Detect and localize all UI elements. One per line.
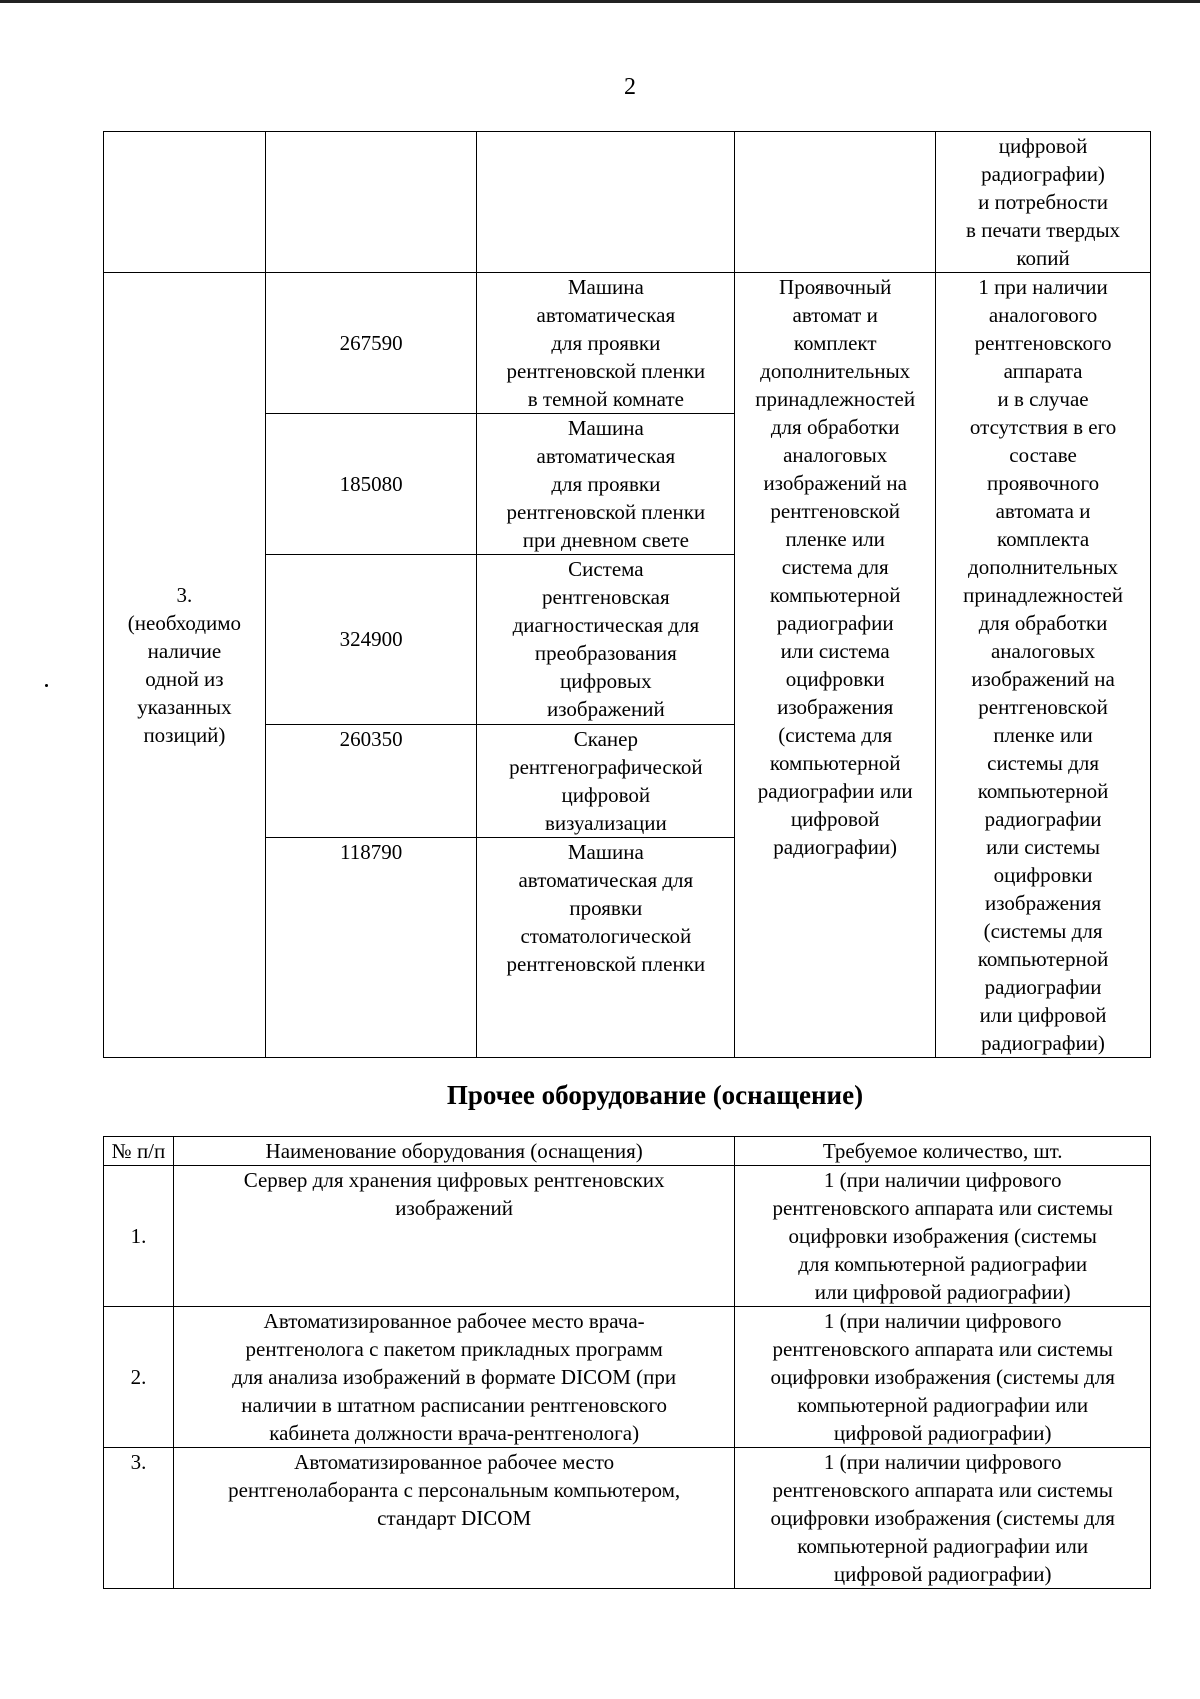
group-number-cell <box>104 273 266 1058</box>
code-cell: 267590 <box>265 273 477 414</box>
equipment-name-cell <box>477 724 735 837</box>
text-line: автомата и <box>995 499 1091 523</box>
text-line: аналоговых <box>783 443 888 467</box>
code-cell: 324900 <box>265 555 477 724</box>
text-line: в печати твердых <box>966 218 1121 242</box>
text-line: системы для <box>987 751 1099 775</box>
text-line: в темной комнате <box>527 387 684 411</box>
equipment-name-cell <box>173 1166 734 1307</box>
text-line: цифровых <box>560 669 652 694</box>
text-line: изображения <box>985 891 1102 915</box>
text-line: Проявочный <box>779 275 892 299</box>
table-row <box>104 1307 1151 1448</box>
table-cell <box>735 132 936 273</box>
text-line: позиций) <box>143 723 226 747</box>
text-line: аналоговых <box>990 639 1096 663</box>
text-line: радиографии) <box>981 162 1105 186</box>
table-cell <box>477 132 735 273</box>
text-line: компьютерной <box>769 751 901 775</box>
text-line: для проявки <box>551 331 661 355</box>
text-line: кабинета должности врача-рентгенолога) <box>269 1421 640 1445</box>
text-line: составе <box>1009 443 1077 467</box>
text-line: аналогового <box>988 303 1098 327</box>
text-line: или цифровой <box>979 1003 1107 1027</box>
equipment-name-cell <box>477 555 735 724</box>
text-line: при дневном свете <box>522 528 689 553</box>
column-header-quantity: Требуемое количество, шт. <box>735 1137 1151 1166</box>
page-number: 2 <box>624 74 636 100</box>
required-quantity-cell <box>735 1307 1151 1448</box>
text-line: Сервер для хранения цифровых рентгеновских <box>243 1168 665 1192</box>
text-line: рентгеновская <box>542 585 670 610</box>
table-header-row <box>104 1137 1151 1166</box>
equipment-type-cell <box>735 273 936 1058</box>
equipment-table-continued <box>103 131 1151 1058</box>
table-row <box>104 1166 1151 1307</box>
text-line: пленке или <box>785 527 885 551</box>
text-line: пленке или <box>993 723 1093 747</box>
text-line: оцифровки изображения (системы для <box>770 1365 1115 1389</box>
text-line: 3. <box>176 583 193 607</box>
table-cell <box>104 132 266 273</box>
text-line: цифровой радиографии) <box>833 1562 1052 1586</box>
text-line: стандарт DICOM <box>377 1506 532 1530</box>
text-line: принадлежностей <box>963 583 1123 607</box>
text-line: дополнительных <box>968 555 1119 579</box>
text-line: радиографии или <box>757 779 913 803</box>
column-header-name: Наименование оборудования (оснащения) <box>173 1137 734 1166</box>
equipment-name-cell <box>477 414 735 555</box>
text-line: или система <box>780 639 890 663</box>
text-line: наличие <box>147 639 222 663</box>
code-cell: 185080 <box>265 414 477 555</box>
text-line: для обработки <box>978 611 1108 635</box>
text-line: комплекта <box>996 527 1090 551</box>
table-row <box>104 273 1151 414</box>
text-line: (системы для <box>983 919 1103 943</box>
scan-speck <box>45 684 48 687</box>
section-title: Прочее оборудование (оснащение) <box>446 1080 864 1110</box>
text-line: для компьютерной радиографии <box>798 1252 1088 1276</box>
text-line: аппарата <box>1003 359 1083 383</box>
text-line: 1 (при наличии цифрового <box>823 1168 1062 1192</box>
equipment-name-cell <box>477 837 735 1057</box>
text-line: одной из <box>145 667 224 691</box>
text-line: рентгенолога с пакетом прикладных программ <box>245 1337 663 1361</box>
text-line: дополнительных <box>760 359 911 383</box>
text-line: Автоматизированное рабочее место врача- <box>263 1309 645 1333</box>
text-line: копий <box>1016 246 1070 270</box>
text-line: указанных <box>137 695 232 719</box>
text-line: проявочного <box>987 471 1100 495</box>
text-line: компьютерной радиографии или <box>797 1534 1089 1558</box>
text-line: проявки <box>569 895 643 920</box>
row-number-cell: 3. <box>104 1448 174 1589</box>
text-line: рентгеновской пленки <box>506 500 706 525</box>
equipment-name-cell <box>477 273 735 414</box>
text-line: 1 при наличии <box>978 275 1108 299</box>
text-line: наличии в штатном расписании рентгеновского <box>241 1393 668 1417</box>
text-line: Автоматизированное рабочее место <box>294 1450 615 1474</box>
text-line: рентгенографической <box>509 754 703 779</box>
text-line: (система для <box>778 723 893 747</box>
text-line: цифровой радиографии) <box>833 1421 1052 1445</box>
text-line: система для <box>781 555 889 579</box>
table-row <box>104 132 1151 273</box>
text-line: компьютерной радиографии или <box>797 1393 1089 1417</box>
text-line: рентгеновской <box>770 499 900 523</box>
scan-edge-line <box>0 0 1200 3</box>
required-quantity-cell <box>735 1448 1151 1589</box>
table-row <box>104 1448 1151 1589</box>
text-line: рентгеновской пленки <box>506 951 706 976</box>
code-cell: 118790 <box>265 837 477 1057</box>
text-line: рентгеновского аппарата или системы <box>772 1337 1113 1361</box>
text-line: радиографии) <box>981 1031 1105 1055</box>
text-line: Машина <box>567 416 644 441</box>
text-line: рентгеновской <box>978 695 1108 719</box>
text-line: цифровой <box>561 782 651 807</box>
text-line: изображений на <box>763 471 907 495</box>
text-line: изображения <box>777 695 894 719</box>
text-line: автоматическая <box>536 444 676 469</box>
text-line: радиографии) <box>773 835 898 859</box>
text-line: цифровой <box>790 807 880 831</box>
text-line: радиографии <box>776 611 894 635</box>
other-equipment-table <box>103 1136 1151 1589</box>
text-line: стоматологической <box>520 923 692 948</box>
text-line: и в случае <box>997 387 1089 411</box>
text-line: рентгеновского аппарата или системы <box>772 1478 1113 1502</box>
text-line: Машина <box>567 275 644 299</box>
text-line: рентгенолаборанта с персональным компьютером, <box>228 1478 681 1502</box>
text-line: компьютерной <box>977 947 1109 971</box>
text-line: для анализа изображений в формате DICOM (при <box>232 1365 677 1389</box>
text-line: компьютерной <box>769 583 901 607</box>
text-line: компьютерной <box>977 779 1109 803</box>
required-quantity-cell <box>936 273 1151 1058</box>
text-line: или системы <box>986 835 1101 859</box>
text-line: оцифровки изображения (системы для <box>770 1506 1115 1530</box>
text-line: автоматическая <box>536 303 676 327</box>
text-line: 1 (при наличии цифрового <box>823 1309 1062 1333</box>
text-line: (необходимо <box>127 611 242 635</box>
row-number-cell: 1. <box>104 1166 174 1307</box>
text-line: оцифровки изображения (системы <box>788 1224 1097 1248</box>
text-line: для проявки <box>551 472 661 497</box>
cont-quantity-cell <box>936 132 1151 273</box>
text-line: и потребности <box>978 190 1108 214</box>
table-cell <box>265 132 477 273</box>
text-line: 1 (при наличии цифрового <box>823 1450 1062 1474</box>
text-line: радиографии <box>984 807 1102 831</box>
text-line: изображений <box>395 1196 513 1220</box>
text-line: изображений <box>547 697 665 722</box>
text-line: Машина <box>567 839 644 864</box>
text-line: рентгеновской пленки <box>506 359 706 383</box>
text-line: автомат и <box>792 303 878 327</box>
text-line: рентгеновского <box>974 331 1112 355</box>
code-cell: 260350 <box>265 724 477 837</box>
text-line: диагностическая для <box>512 613 700 638</box>
text-line: отсутствия в его <box>969 415 1117 439</box>
text-line: комплект <box>793 331 877 355</box>
text-line: или цифровой радиографии) <box>814 1280 1071 1304</box>
text-line: преобразования <box>534 641 677 666</box>
text-line: Сканер <box>573 726 638 751</box>
row-number-cell: 2. <box>104 1307 174 1448</box>
text-line: рентгеновского аппарата или системы <box>772 1196 1113 1220</box>
text-line: визуализации <box>544 810 667 835</box>
text-line: принадлежностей <box>755 387 916 411</box>
equipment-name-cell <box>173 1448 734 1589</box>
text-line: радиографии <box>984 975 1102 999</box>
text-line: автоматическая для <box>518 867 694 892</box>
text-line: оцифровки <box>993 863 1093 887</box>
text-line: для обработки <box>770 415 900 439</box>
equipment-name-cell <box>173 1307 734 1448</box>
text-line: цифровой <box>998 134 1088 158</box>
column-header-number: № п/п <box>104 1137 174 1166</box>
text-line: Система <box>568 557 644 582</box>
text-line: изображений на <box>971 667 1115 691</box>
required-quantity-cell <box>735 1166 1151 1307</box>
text-line: оцифровки <box>785 667 885 691</box>
